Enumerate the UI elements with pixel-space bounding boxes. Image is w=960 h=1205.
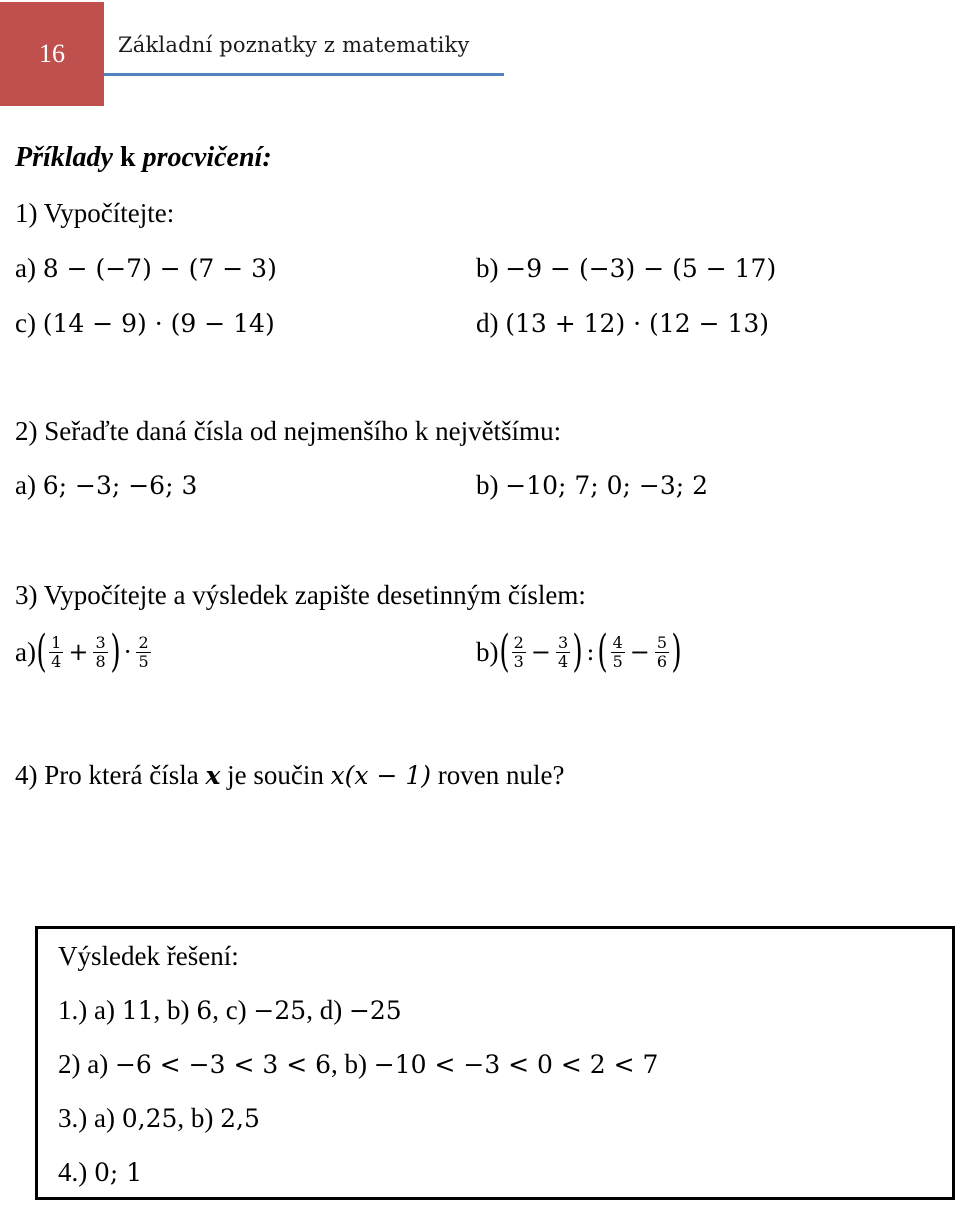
ex3-a-label: a) (15, 636, 36, 667)
result-1-b-label: , b) (153, 995, 197, 1025)
result-1-prefix: 1.) a) (58, 995, 122, 1025)
left-paren: ( (36, 626, 47, 677)
ex2-b-expr: −10; 7; 0; −3; 2 (505, 471, 709, 500)
result-1 (58, 995, 402, 1026)
numerator: 2 (138, 632, 149, 652)
left-paren: ( (498, 626, 510, 677)
result-3 (58, 1103, 260, 1134)
operator: : (586, 638, 595, 666)
ex1-d-label: d) (476, 308, 506, 338)
ex1-c-expr: (14 − 9) · (9 − 14) (42, 309, 275, 338)
result-4-prefix: 4.) (58, 1157, 94, 1187)
ex4-expression: x(x − 1) (330, 761, 432, 790)
result-1-c: −25 (253, 996, 307, 1025)
ex1-a-label: a) (15, 253, 43, 283)
header-rule (104, 73, 504, 76)
results-title: Výsledek řešení: (58, 941, 239, 971)
ex1-b-label: b) (476, 253, 506, 283)
ex1-c-label: c) (15, 308, 43, 338)
result-1-c-label: , c) (212, 995, 254, 1025)
ex1-a (15, 253, 277, 284)
numerator: 3 (557, 632, 569, 652)
ex2-b-label: b) (476, 470, 506, 500)
result-4-value: 0; 1 (94, 1158, 143, 1187)
ex3-b (476, 626, 682, 677)
numerator: 1 (51, 632, 62, 652)
ex2-b (476, 470, 708, 501)
ex1-b-expr: −9 − (−3) − (5 − 17) (505, 254, 777, 283)
denominator: 8 (95, 651, 106, 671)
result-2-prefix: 2) a) (58, 1049, 115, 1079)
ex3-a (15, 626, 153, 677)
denominator: 3 (513, 651, 524, 671)
ex3-heading: 3) Vypočítejte a výsledek zapište desetinným číslem: (15, 580, 586, 610)
result-2-b: −10 < −3 < 0 < 2 < 7 (373, 1050, 659, 1079)
fraction (93, 634, 107, 671)
numerator: 5 (656, 632, 668, 652)
denominator: 4 (557, 651, 569, 671)
result-3-b-label: , b) (177, 1103, 221, 1133)
operator: + (68, 638, 89, 666)
ex2-a-label: a) (15, 470, 43, 500)
operator: − (530, 638, 551, 666)
fraction (512, 634, 526, 671)
ex4-variable: x (205, 761, 221, 790)
page-number: 16 (0, 2, 104, 106)
result-1-d: −25 (348, 996, 402, 1025)
ex1-c (15, 308, 275, 339)
result-3-prefix: 3.) a) (58, 1103, 122, 1133)
numerator: 2 (513, 632, 524, 652)
result-2-a: −6 < −3 < 3 < 6 (114, 1050, 332, 1079)
denominator: 6 (656, 651, 668, 671)
section-title-part2: k (113, 142, 143, 173)
result-2-b-label: , b) (331, 1049, 374, 1079)
denominator: 5 (612, 651, 623, 671)
ex2-a-expr: 6; −3; −6; 3 (42, 471, 198, 500)
ex4-part2: je součin (220, 760, 331, 790)
right-paren: ) (671, 626, 682, 677)
result-3-a: 0,25 (121, 1104, 178, 1133)
denominator: 5 (138, 651, 149, 671)
ex1-d-expr: (13 + 12) · (12 − 13) (505, 309, 770, 338)
right-paren: ) (572, 626, 583, 677)
numerator: 4 (612, 632, 623, 652)
right-paren: ) (110, 626, 121, 677)
ex1-heading: 1) Vypočítejte: (15, 198, 175, 228)
ex2-heading: 2) Seřaďte daná čísla od nejmenšího k největšímu: (15, 416, 562, 446)
denominator: 4 (51, 651, 62, 671)
operator: − (629, 638, 650, 666)
result-1-d-label: , d) (306, 995, 349, 1025)
result-1-a: 11 (121, 996, 154, 1025)
numerator: 3 (95, 632, 106, 652)
chapter-title: Základní poznatky z matematiky (118, 33, 470, 57)
ex4-part1: 4) Pro která čísla (15, 760, 206, 790)
left-paren: ( (597, 626, 609, 677)
fraction (136, 634, 150, 671)
ex2-a (15, 470, 197, 501)
section-title-part3: procvičení: (142, 142, 272, 173)
ex1-a-expr: 8 − (−7) − (7 − 3) (42, 254, 277, 283)
ex1-b (476, 253, 776, 284)
fraction (655, 634, 669, 671)
result-4 (58, 1157, 142, 1188)
ex4 (15, 760, 564, 791)
fraction (611, 634, 625, 671)
operator: · (123, 638, 132, 666)
section-title (15, 142, 272, 174)
fraction (556, 634, 570, 671)
result-3-b: 2,5 (220, 1104, 260, 1133)
ex4-part3: roven nule? (431, 760, 565, 790)
results-box (35, 926, 955, 1200)
result-1-b: 6 (196, 996, 213, 1025)
fraction (49, 634, 63, 671)
ex3-b-label: b) (476, 636, 499, 667)
section-title-part1: Příklady (15, 142, 113, 173)
result-2 (58, 1049, 658, 1080)
ex1-d (476, 308, 769, 339)
